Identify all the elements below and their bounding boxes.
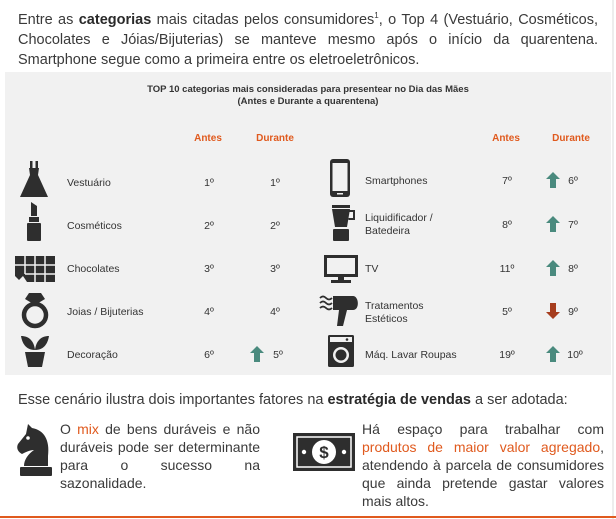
rank-before: 2º [204, 220, 214, 232]
rank-during: 2º [270, 220, 280, 232]
rank-before: 5º [502, 306, 512, 318]
rank-before: 4º [204, 306, 214, 318]
category-label-line2: Estéticos [365, 313, 408, 325]
intro-text-3: , o Top 4 (Vestuário, Cosméticos, Chocolates e Jóias/Bijuterias) se manteve mesmo após o início da quarentena. Smartphone segue como a primeira entre os eletroeletrônicos. [18, 12, 598, 68]
factor-left-p1: O [60, 421, 78, 437]
ring-icon [19, 291, 51, 329]
rank-before: 6º [204, 349, 214, 361]
chess-knight-icon [14, 422, 54, 478]
header-before-left: Antes [194, 133, 222, 144]
table-row [319, 294, 361, 328]
table-row [329, 158, 351, 198]
page-border [612, 0, 614, 519]
intro-bold: categorias [78, 12, 152, 28]
panel-title-line2: (Antes e Durante a quarentena) [237, 96, 379, 107]
factor-right-p2: , atendendo à parcela de consumidores que ainda pretende gastar valores mais altos. [362, 439, 604, 509]
table-row [327, 334, 355, 368]
category-label: Máq. Lavar Roupas [365, 349, 457, 361]
rank-during: 10º [567, 349, 583, 361]
smartphone-icon [329, 158, 351, 198]
footer-rule [0, 516, 616, 518]
table-row [323, 254, 359, 284]
rank-during: 6º [568, 175, 578, 187]
intro-text-2: mais citadas pelos consumidores [151, 12, 375, 28]
header-during-right: Durante [552, 133, 590, 144]
rank-during: 7º [568, 219, 578, 231]
ranking-panel [5, 72, 611, 375]
intro-footnote: 1 [374, 11, 379, 20]
rank-before: 3º [204, 263, 214, 275]
potted-plant-icon [19, 332, 51, 368]
header-during-left: Durante [256, 133, 294, 144]
svg-text:$: $ [319, 443, 329, 462]
category-label-line1: Tratamentos [365, 300, 424, 312]
category-label-line1: Liquidificador / [365, 212, 433, 224]
category-label: Smartphones [365, 175, 428, 187]
category-label: Cosméticos [67, 220, 122, 232]
rank-before: 8º [502, 219, 512, 231]
rank-during: 8º [568, 263, 578, 275]
rank-during: 1º [270, 177, 280, 189]
table-row [19, 332, 51, 368]
factor-left-text [60, 420, 260, 492]
table-row [327, 204, 355, 242]
intro-paragraph [18, 6, 598, 70]
factor-right-highlight: produtos de maior valor agregado [362, 439, 601, 455]
washing-machine-icon [327, 334, 355, 368]
dollar-bill-icon [292, 432, 356, 472]
category-label: Joias / Bijuterias [67, 306, 144, 318]
rank-before: 11º [499, 263, 515, 275]
dress-icon [17, 160, 51, 200]
factor-right-text [362, 420, 604, 510]
category-label-line2: Batedeira [365, 225, 410, 237]
factors-heading [18, 392, 568, 408]
category-label: Decoração [67, 349, 118, 361]
header-before-right: Antes [492, 133, 520, 144]
factors-bold: estratégia de vendas [327, 392, 471, 408]
intro-text-1: Entre as [18, 12, 79, 28]
factor-left-highlight: mix [77, 421, 99, 437]
category-label: TV [365, 263, 379, 275]
table-row [13, 254, 57, 284]
rank-before: 19º [499, 349, 515, 361]
factor-left-p2: de bens duráveis e não duráveis pode ser determinante para o sucesso na sazonalidade. [60, 421, 261, 491]
hair-dryer-icon [319, 294, 361, 328]
tv-icon [323, 254, 359, 284]
factor-right-p1: Há espaço para trabalhar com [362, 421, 604, 437]
factors-text-1: Esse cenário ilustra dois importantes fatores na [18, 392, 328, 408]
table-row [17, 160, 51, 200]
table-row [19, 291, 51, 329]
rank-during: 5º [273, 349, 283, 361]
chocolate-bar-icon [13, 254, 57, 284]
factors-text-2: a ser adotada: [470, 392, 568, 408]
rank-during: 9º [568, 306, 578, 318]
rank-before: 7º [502, 175, 512, 187]
rank-during: 3º [270, 263, 280, 275]
category-label: Chocolates [67, 263, 120, 275]
table-row [23, 200, 45, 242]
lipstick-icon [23, 200, 45, 242]
blender-icon [327, 204, 355, 242]
category-label: Vestuário [67, 177, 111, 189]
rank-during: 4º [270, 306, 280, 318]
rank-before: 1º [204, 177, 214, 189]
panel-title-line1: TOP 10 categorias mais consideradas para presentear no Dia das Mães [147, 84, 469, 95]
